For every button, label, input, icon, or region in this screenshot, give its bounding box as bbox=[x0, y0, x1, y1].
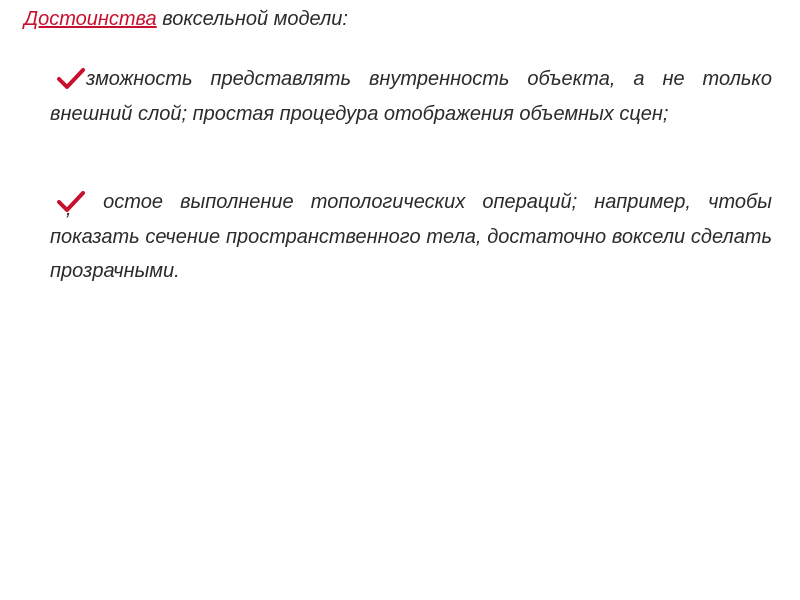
item-text: остое выполнение топологических операций; например, чтобы показать сечение пространственного тела, достаточно воксели сделать прозрачными. bbox=[50, 191, 772, 282]
title-rest: воксельной модели: bbox=[156, 8, 348, 30]
item-marker bbox=[50, 188, 86, 220]
list-item bbox=[50, 185, 772, 289]
title-accent: Достоинства bbox=[24, 8, 157, 30]
check-icon bbox=[56, 67, 86, 91]
slide-title bbox=[24, 6, 348, 32]
item-text: зможность представлять внутренность объекта, а не только внешний слой; простая процедура отображения объемных сцен; bbox=[50, 68, 772, 125]
list-item bbox=[50, 62, 772, 131]
item-marker bbox=[50, 65, 86, 85]
item-prefix: , bbox=[66, 198, 72, 220]
